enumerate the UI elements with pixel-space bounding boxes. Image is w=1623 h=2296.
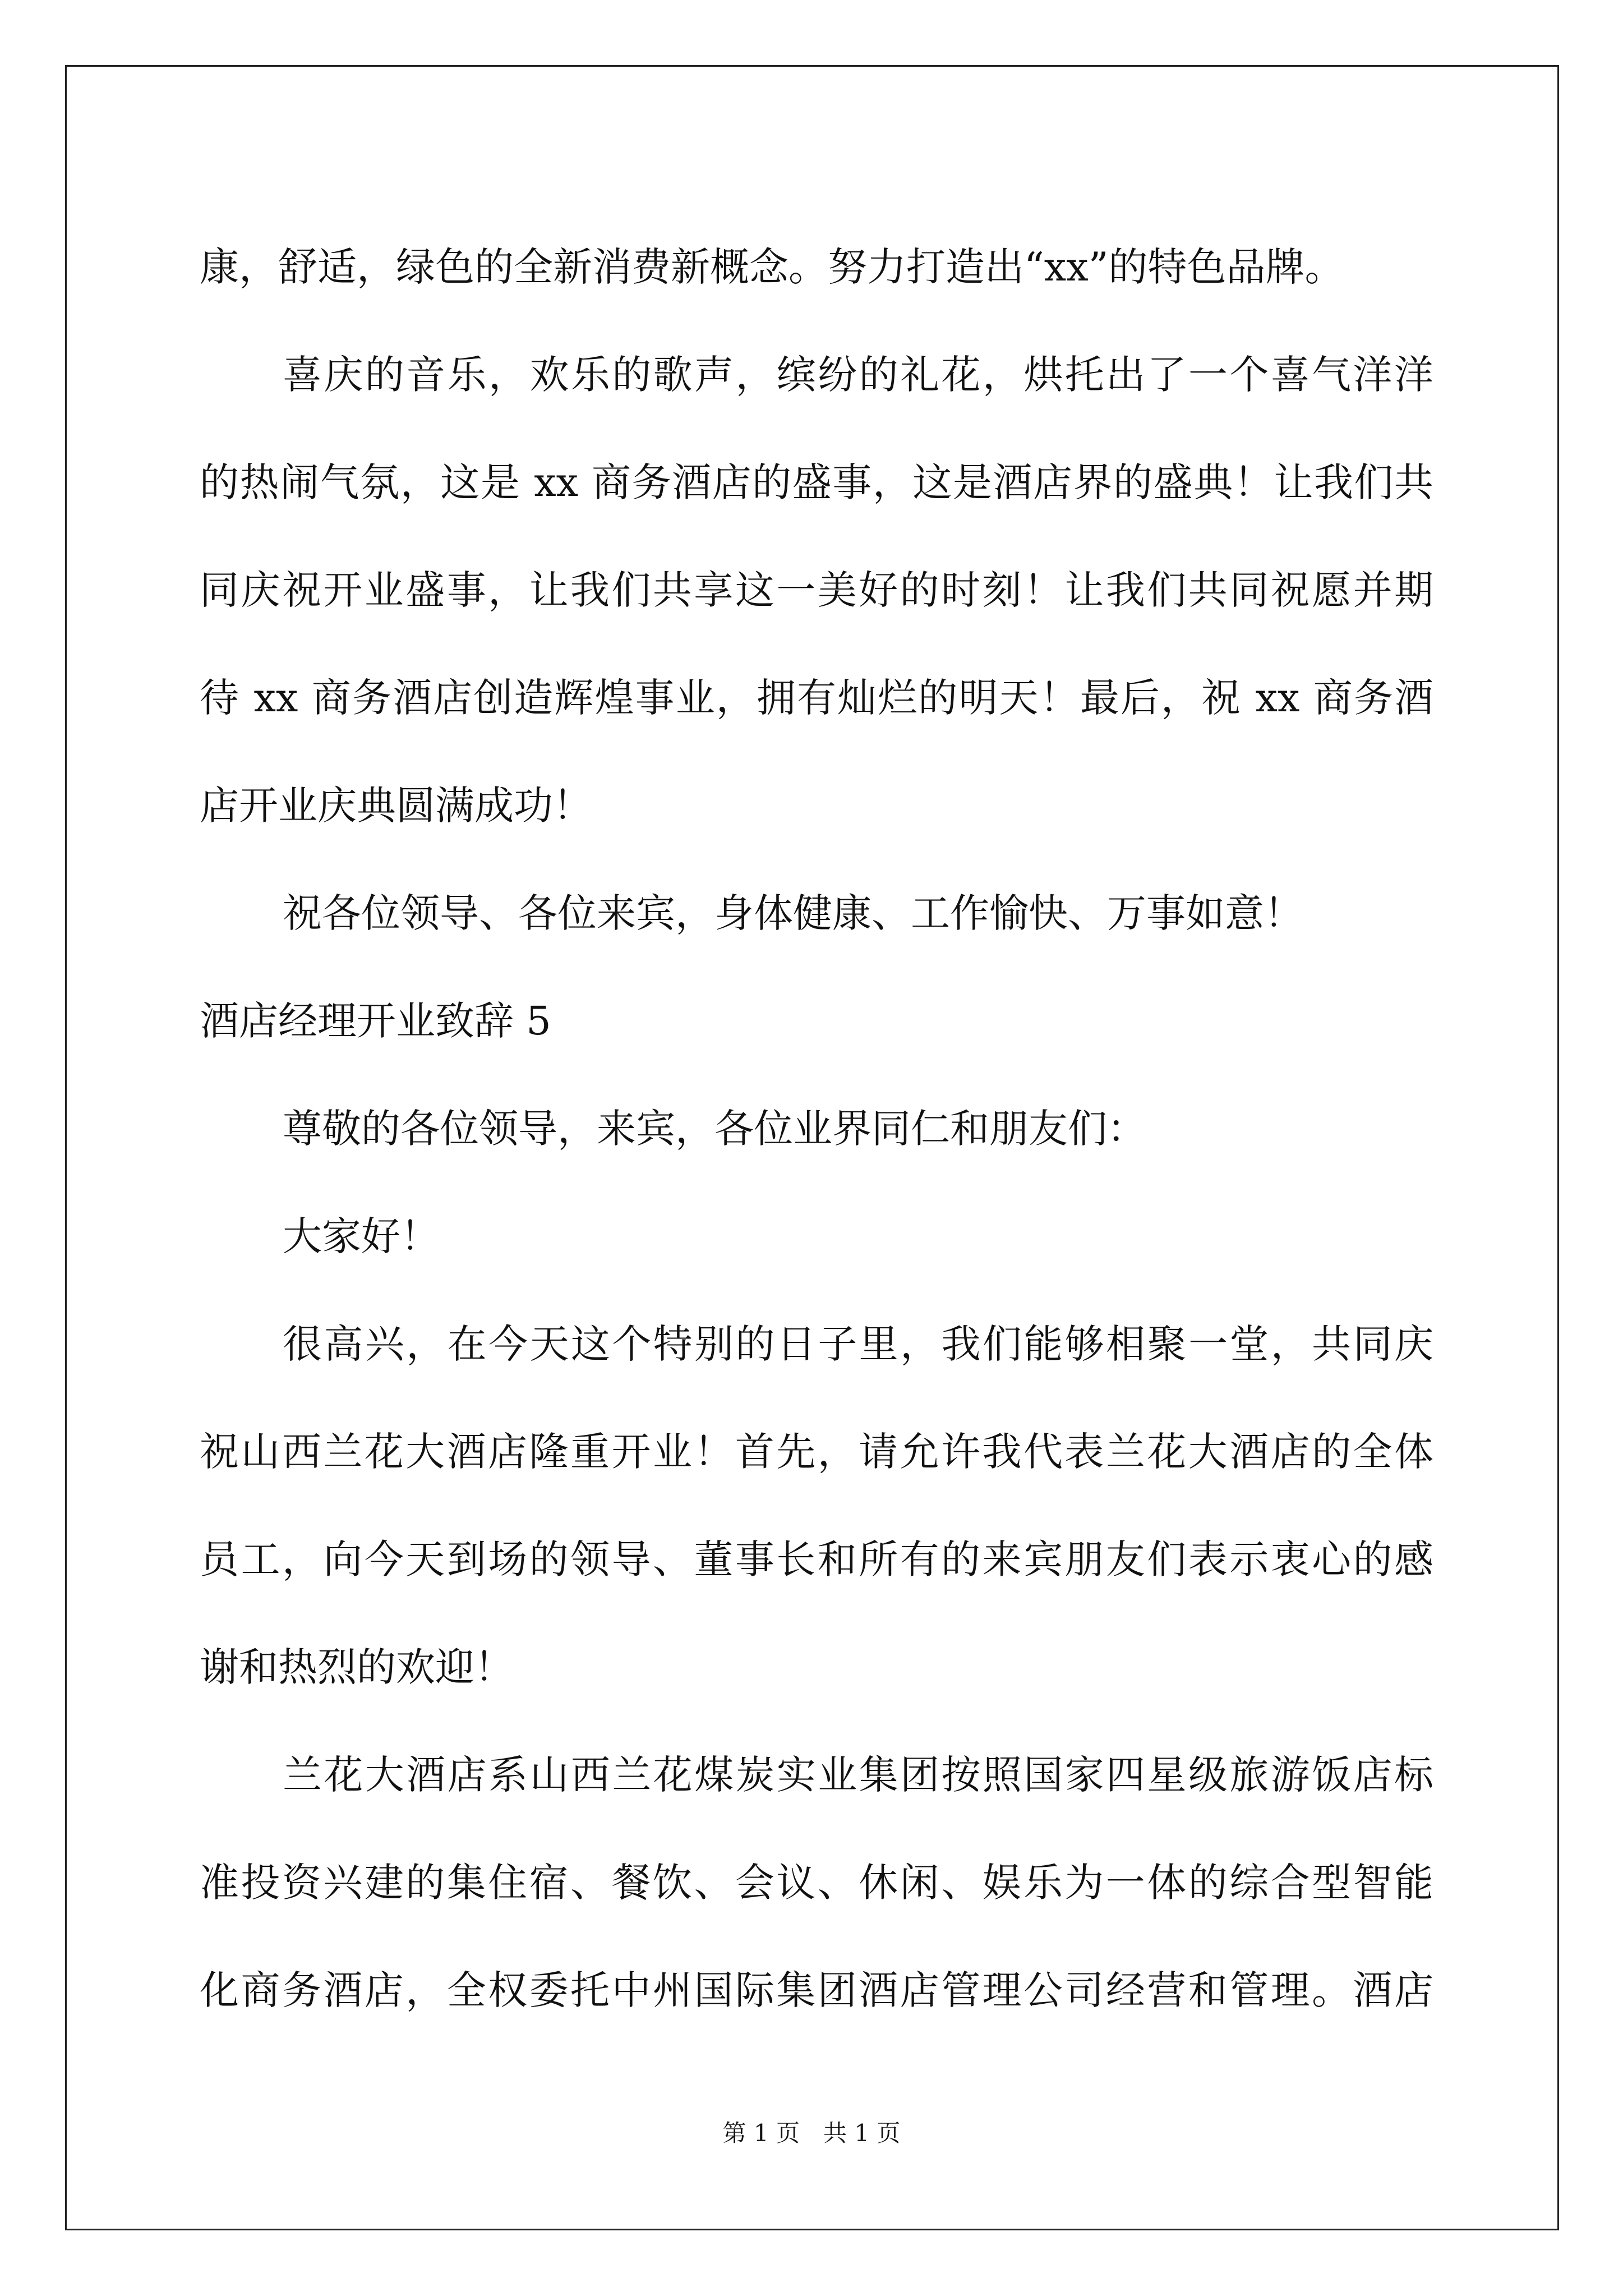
page-footer: 第 1 页 共 1 页 <box>722 2119 901 2147</box>
section-heading: 酒店经理开业致辞 5 <box>200 998 551 1044</box>
text-line: 喜庆的音乐，欢乐的歌声，缤纷的礼花，烘托出了一个喜气洋洋 <box>283 352 1433 398</box>
text-line: 待 xx 商务酒店创造辉煌事业，拥有灿烂的明天！最后，祝 xx 商务酒 <box>200 675 1433 721</box>
text-line: 大家好！ <box>283 1213 440 1259</box>
text-line: 尊敬的各位领导，来宾，各位业界同仁和朋友们： <box>283 1106 1146 1152</box>
document-body <box>200 213 1433 2044</box>
text-line: 祝各位领导、各位来宾，身体健康、工作愉快、万事如意！ <box>283 890 1303 936</box>
text-line: 店开业庆典圆满成功！ <box>200 783 592 829</box>
text-line: 很高兴，在今天这个特别的日子里，我们能够相聚一堂，共同庆 <box>283 1321 1433 1367</box>
text-line: 祝山西兰花大酒店隆重开业！首先，请允许我代表兰花大酒店的全体 <box>200 1429 1433 1475</box>
text-line: 准投资兴建的集住宿、餐饮、会议、休闲、娱乐为一体的综合型智能 <box>200 1860 1433 1906</box>
text-line: 同庆祝开业盛事，让我们共享这一美好的时刻！让我们共同祝愿并期 <box>200 567 1433 613</box>
text-line: 的热闹气氛，这是 xx 商务酒店的盛事，这是酒店界的盛典！让我们共 <box>200 459 1433 505</box>
text-line: 谢和热烈的欢迎！ <box>200 1644 514 1690</box>
text-line: 化商务酒店，全权委托中州国际集团酒店管理公司经营和管理。酒店 <box>200 1967 1433 2013</box>
text-line: 兰花大酒店系山西兰花煤炭实业集团按照国家四星级旅游饭店标 <box>283 1752 1433 1798</box>
text-line: 康，舒适，绿色的全新消费新概念。努力打造出“xx”的特色品牌。 <box>200 244 1344 290</box>
text-line: 员工，向今天到场的领导、董事长和所有的来宾朋友们表示衷心的感 <box>200 1536 1433 1582</box>
